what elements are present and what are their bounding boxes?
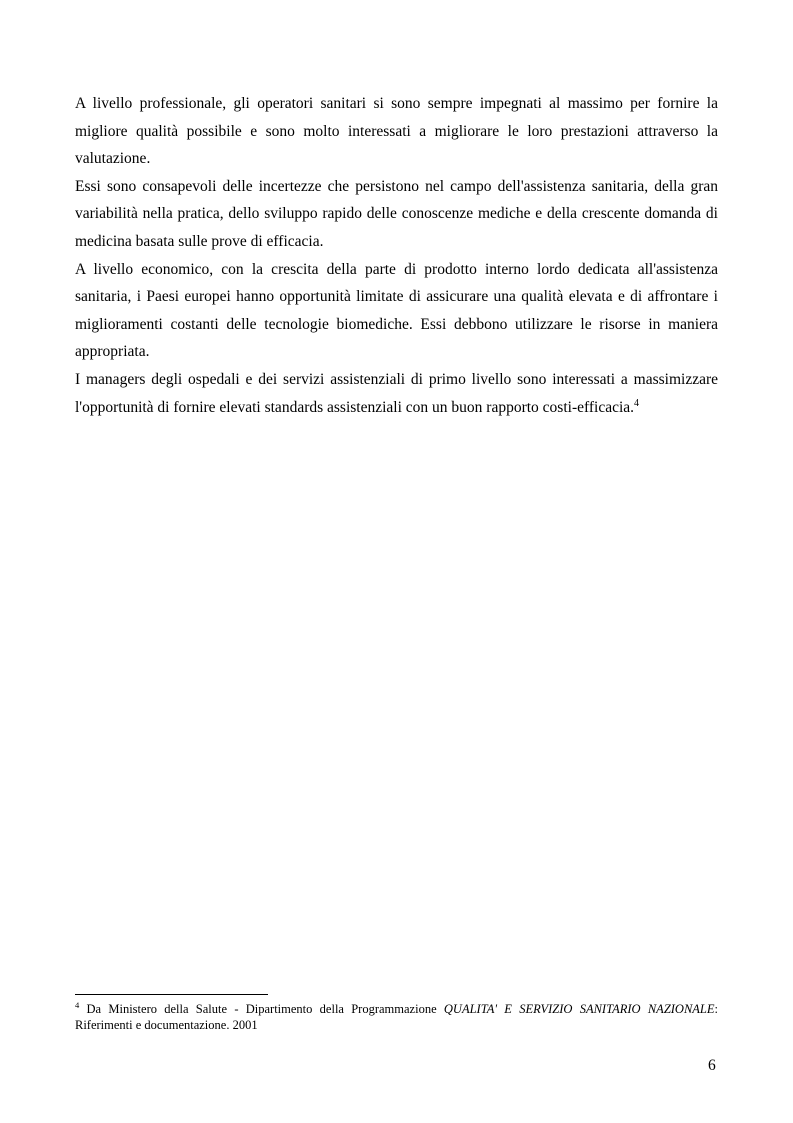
paragraph-uncertainties: Essi sono consapevoli delle incertezze che persistono nel campo dell'assistenza sanitaria, della gran variabilità nella pratica, dello sviluppo rapido delle conoscenze mediche e della crescente domanda di medicina basata sulle prove di efficacia. <box>75 177 718 250</box>
footnote <box>75 999 718 1033</box>
paragraph-managers <box>75 366 718 421</box>
footnote-text-after: : Riferimenti e documentazione. 2001 <box>75 1002 718 1032</box>
footnote-number: 4 <box>75 999 80 1010</box>
paragraph-managers-text: I managers degli ospedali e dei servizi assistenziali di primo livello sono interessati a massimizzare l'opportunità di fornire elevati standards assistenziali con un buon rapporto costi-efficacia. <box>75 370 718 416</box>
footnote-italic-title: QUALITA' E SERVIZIO SANITARIO NAZIONALE <box>443 1002 715 1016</box>
paragraph-economic: A livello economico, con la crescita della parte di prodotto interno lordo dedicata all'assistenza sanitaria, i Paesi europei hanno opportunità limitate di assicurare una qualità elevata e di affrontare i miglioramenti costanti delle tecnologie biomediche. Essi debbono utilizzare le risorse in maniera appropriata. <box>75 260 718 361</box>
footnote-reference[interactable]: 4 <box>634 397 640 409</box>
body-text <box>75 90 718 421</box>
page-number: 6 <box>708 1057 716 1074</box>
paragraph-professional: A livello professionale, gli operatori sanitari si sono sempre impegnati al massimo per fornire la migliore qualità possibile e sono molto interessati a migliorare le loro prestazioni attraverso la valutazione. <box>75 95 718 168</box>
footnote-separator <box>75 994 268 995</box>
footnote-text-before: Da Ministero della Salute - Dipartimento della Programmazione <box>86 1002 444 1016</box>
